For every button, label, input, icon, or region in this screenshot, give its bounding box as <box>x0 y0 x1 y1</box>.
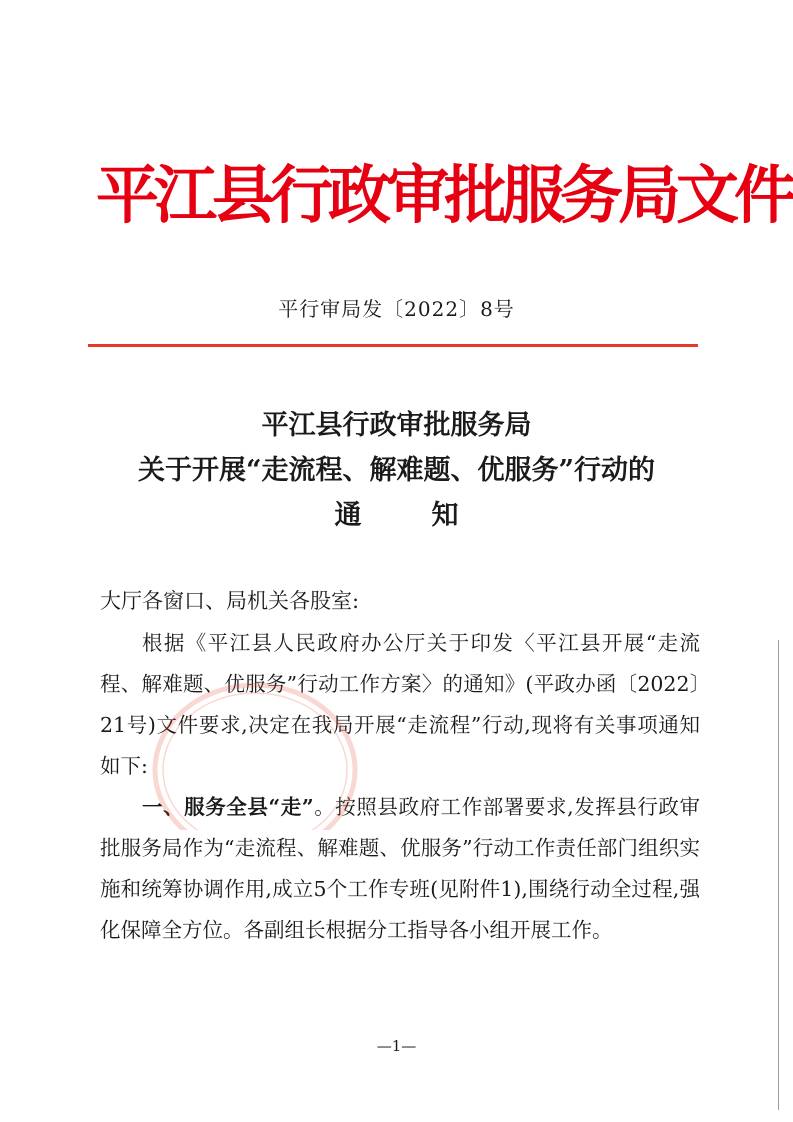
section-heading: 一、服务全县“走” <box>142 795 314 819</box>
body-paragraph-1: 根据《平江县人民政府办公厅关于印发〈平江县开展“走流程、解难题、优服务”行动工作方案〉的通知》(平政办函〔2022〕21号)文件要求,决定在我局开展“走流程”行动,现将有关事项通知如下: <box>100 631 700 778</box>
notice-title-line-1: 平江县行政审批服务局 <box>261 410 532 441</box>
section-text: 。按照县政府工作部署要求,发挥县行政审批服务局作为“走流程、解难题、优服务”行动工作责任部门组织实施和统筹协调作用,成立5个工作专班(见附件1),围绕行动全过程,强化保障全方位。各副组长根据分工指导各小组开展工作。 <box>100 795 701 942</box>
notice-title <box>0 403 793 538</box>
notice-title-line-3: 通知 <box>334 500 529 531</box>
scan-edge-line <box>778 640 779 1110</box>
body-paragraph-2 <box>100 787 700 951</box>
red-divider-rule <box>88 344 698 347</box>
page-number: —1— <box>376 1037 417 1055</box>
notice-title-line-2: 关于开展“走流程、解难题、优服务”行动的 <box>137 455 656 486</box>
agency-header-title: 平江县行政审批服务局文件 <box>96 158 792 232</box>
document-number: 平行审局发〔2022〕8号 <box>278 297 515 321</box>
body-text <box>100 623 700 951</box>
salutation: 大厅各窗口、局机关各股室: <box>100 589 360 613</box>
